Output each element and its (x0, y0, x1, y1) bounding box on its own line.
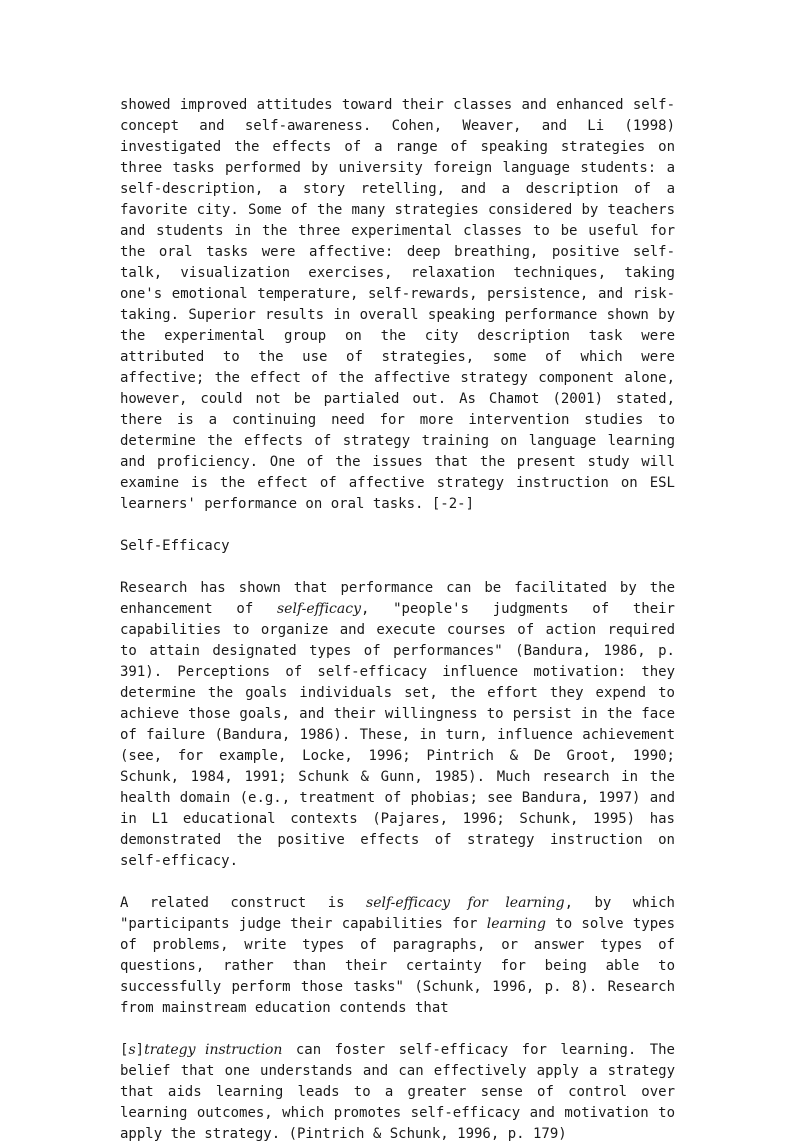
block-quote (120, 1040, 675, 1145)
italic-term: self-efficacy (277, 601, 361, 617)
paragraph-text: Research has shown that performance can be facilitated by the enhancement of (120, 580, 675, 617)
quote-text: can foster self-efficacy for learning. The belief that one understands and can effectively apply a strategy that aids learning leads to a greater sense of control over learning outcomes, which promotes self-efficacy and motivation to apply the strategy. (Pintrich & Schunk, 1996, p. 179) (120, 1042, 675, 1142)
paragraph-intro: showed improved attitudes toward their classes and enhanced self-concept and self-awareness. Cohen, Weaver, and Li (1998) investigated the effects of a range of speaking strategies on three tasks performed by university foreign language students: a self-description, a story retelling, and a description of a favorite city. Some of the many strategies considered by teachers and students in the three experimental classes to be useful for the oral tasks were affective: deep breathing, positive self-talk, visualization exercises, relaxation techniques, taking one's emotional temperature, self-rewards, persistence, and risk-taking. Superior results in overall speaking performance shown by the experimental group on the city description task were attributed to the use of strategies, some of which were affective; the effect of the affective strategy component alone, however, could not be partialed out. As Chamot (2001) stated, there is a continuing need for more intervention studies to determine the effects of strategy training on language learning and proficiency. One of the issues that the present study will examine is the effect of affective strategy instruction on ESL learners' performance on oral tasks. [-2-] (120, 97, 675, 512)
paragraph-text: , by which "participants judge their capabilities for (120, 895, 675, 932)
italic-term: trategy instruction (144, 1042, 283, 1058)
document-page (120, 95, 675, 1145)
section-heading-self-efficacy: Self-Efficacy (120, 538, 230, 554)
paragraph-text: , "people's judgments of their capabilities to organize and execute courses of action required to attain designated types of performances" (Bandura, 1986, p. 391). Perceptions of self-efficacy influence motivation: they determine the goals individuals set, the effort they expend to achieve those goals, and their willingness to persist in the face of failure (Bandura, 1986). These, in turn, influence achievement (see, for example, Locke, 1996; Pintrich & De Groot, 1990; Schunk, 1984, 1991; Schunk & Gunn, 1985). Much research in the health domain (e.g., treatment of phobias; see Bandura, 1997) and in L1 educational contexts (Pajares, 1996; Schunk, 1995) has demonstrated the positive effects of strategy instruction on self-efficacy. (120, 601, 675, 869)
paragraph-text: to solve types of problems, write types of paragraphs, or answer types of questions, rather than their certainty for being able to successfully perform those tasks" (Schunk, 1996, p. 8). Research from mainstream education contends that (120, 916, 675, 1016)
italic-term: s (128, 1042, 136, 1058)
paragraph-related-construct (120, 893, 675, 1019)
quote-text: [ (120, 1042, 129, 1058)
paragraph-text: A related construct is (120, 895, 367, 911)
paragraph-self-efficacy (120, 578, 675, 872)
italic-term: self-efficacy for learning (366, 895, 565, 911)
quote-text: ] (135, 1042, 145, 1058)
italic-term: learning (486, 916, 546, 932)
